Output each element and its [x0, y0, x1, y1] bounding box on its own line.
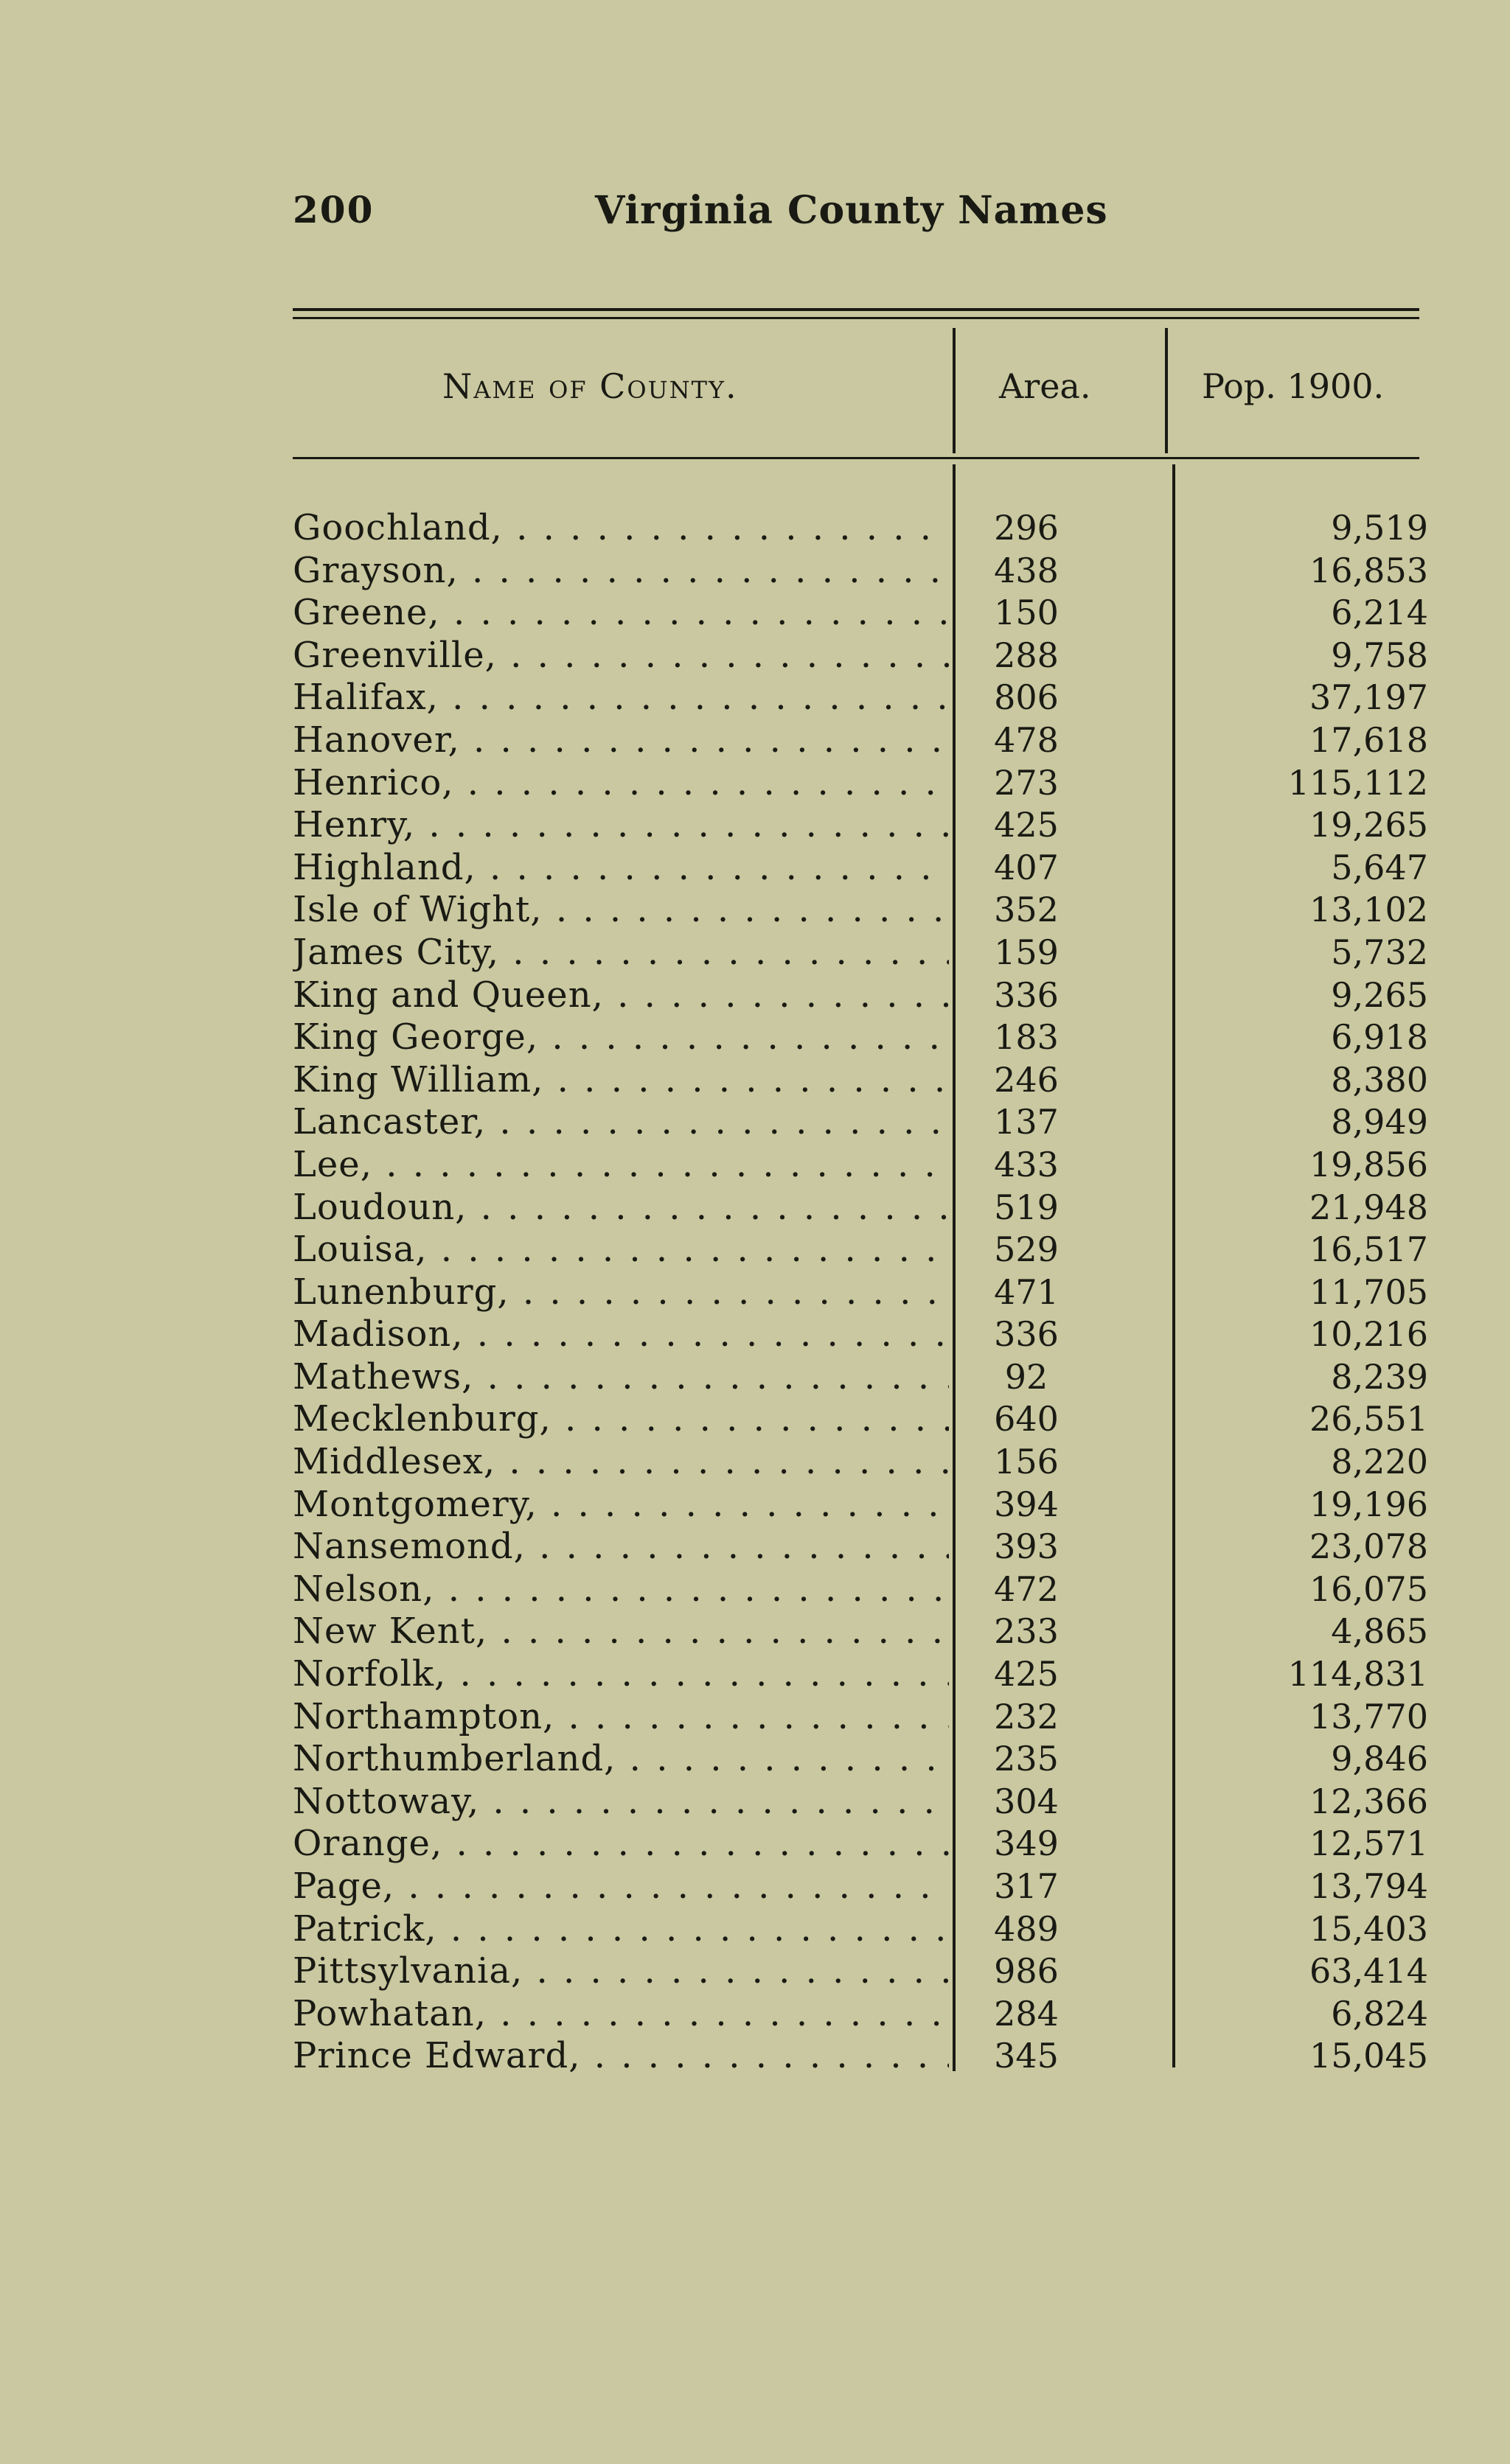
county-area: 150: [994, 593, 1059, 633]
county-name: James City, . . .: [293, 932, 949, 974]
table-row: [293, 889, 1432, 932]
column-header-area: Area.: [999, 366, 1091, 406]
county-area: 806: [994, 677, 1059, 718]
county-area: 304: [994, 1781, 1059, 1821]
county-area: 345: [994, 2036, 1059, 2076]
county-table-body: [293, 507, 1432, 2078]
county-area: 296: [994, 508, 1059, 548]
county-area: 336: [994, 974, 1059, 1015]
table-top-rule-inner: [293, 317, 1419, 319]
table-row: [293, 1950, 1432, 1993]
table-row: [293, 1313, 1432, 1356]
county-name: Prince Edward, . . .: [293, 2035, 949, 2077]
county-population: 26,551: [1309, 1399, 1428, 1439]
table-row: [293, 1271, 1432, 1314]
table-row: [293, 1101, 1432, 1144]
table-row: [293, 1398, 1432, 1441]
table-row: [293, 1484, 1432, 1526]
running-title: Virginia County Names: [595, 188, 1108, 233]
county-area: 433: [994, 1144, 1059, 1184]
county-area: 640: [994, 1399, 1059, 1439]
table-row: [293, 635, 1432, 677]
county-name: Mecklenburg, . . .: [293, 1398, 949, 1440]
county-area: 137: [994, 1102, 1059, 1142]
county-area: 472: [994, 1568, 1059, 1609]
table-row: [293, 1696, 1432, 1739]
county-name: Louisa, . . .: [293, 1229, 949, 1271]
county-population: 23,078: [1309, 1526, 1428, 1567]
county-name: Orange, . . .: [293, 1823, 949, 1865]
county-population: 11,705: [1309, 1271, 1428, 1312]
table-row: [293, 1823, 1432, 1866]
county-name: Henrico, . . .: [293, 762, 949, 804]
table-row: [293, 1229, 1432, 1271]
county-area: 519: [994, 1187, 1059, 1227]
county-population: 13,794: [1309, 1866, 1428, 1906]
county-population: 4,865: [1331, 1611, 1428, 1652]
county-population: 15,045: [1309, 2036, 1428, 2076]
county-name: Greene, . . .: [293, 592, 949, 634]
county-population: 13,770: [1309, 1696, 1428, 1737]
county-population: 63,414: [1309, 1951, 1428, 1992]
county-area: 478: [994, 719, 1059, 760]
table-row: [293, 1059, 1432, 1102]
county-name: Powhatan, . . .: [293, 1993, 949, 2035]
county-area: 349: [994, 1823, 1059, 1864]
county-population: 8,220: [1331, 1442, 1428, 1482]
county-name: King and Queen, . . .: [293, 974, 949, 1016]
county-name: Norfolk, . . .: [293, 1653, 949, 1695]
table-row: [293, 677, 1432, 719]
table-row: [293, 592, 1432, 635]
county-name: Highland, . . .: [293, 847, 949, 889]
table-row: [293, 932, 1432, 974]
county-name: Nansemond, . . .: [293, 1526, 949, 1568]
county-name: King George, . . .: [293, 1016, 949, 1058]
table-row: [293, 1356, 1432, 1399]
county-area: 489: [994, 1908, 1059, 1949]
table-top-rule: [293, 308, 1419, 311]
table-row: [293, 1441, 1432, 1484]
county-name: Nelson, . . .: [293, 1568, 949, 1610]
county-name: Page, . . .: [293, 1866, 949, 1908]
county-area: 233: [994, 1611, 1059, 1652]
county-population: 12,571: [1309, 1823, 1428, 1864]
table-row: [293, 507, 1432, 550]
table-row: [293, 847, 1432, 890]
table-header-rule: [293, 457, 1419, 459]
county-area: 246: [994, 1059, 1059, 1100]
county-population: 13,102: [1309, 890, 1428, 930]
county-population: 10,216: [1309, 1314, 1428, 1355]
county-population: 16,517: [1309, 1229, 1428, 1270]
county-name: King William, . . .: [293, 1059, 949, 1101]
table-row: [293, 1781, 1432, 1823]
county-population: 17,618: [1309, 719, 1428, 760]
county-area: 336: [994, 1314, 1059, 1355]
county-population: 5,732: [1331, 932, 1428, 972]
table-row: [293, 762, 1432, 805]
table-row: [293, 1610, 1432, 1653]
county-population: 6,824: [1331, 1993, 1428, 2034]
county-name: Goochland, . . .: [293, 507, 949, 549]
county-area: 438: [994, 550, 1059, 590]
page-header: [293, 188, 1119, 240]
county-name: Grayson, . . .: [293, 550, 949, 592]
table-row: [293, 1653, 1432, 1696]
county-population: 6,214: [1331, 593, 1428, 633]
table-row: [293, 2035, 1432, 2078]
county-population: 6,918: [1331, 1017, 1428, 1058]
county-area: 352: [994, 890, 1059, 930]
county-population: 19,856: [1309, 1144, 1428, 1184]
table-row: [293, 1908, 1432, 1951]
county-area: 288: [994, 635, 1059, 675]
county-population: 9,265: [1331, 974, 1428, 1015]
county-name: Northumberland, . . .: [293, 1738, 949, 1780]
page-number: 200: [293, 188, 375, 231]
county-area: 393: [994, 1526, 1059, 1567]
table-row: [293, 1738, 1432, 1781]
county-population: 15,403: [1309, 1908, 1428, 1949]
county-population: 16,075: [1309, 1568, 1428, 1609]
table-row: [293, 1016, 1432, 1059]
county-name: Lunenburg, . . .: [293, 1271, 949, 1313]
county-name: Lancaster, . . .: [293, 1101, 949, 1143]
table-row: [293, 1187, 1432, 1229]
county-name: Madison, . . .: [293, 1313, 949, 1355]
county-population: 37,197: [1309, 677, 1428, 718]
county-name: Isle of Wight, . . .: [293, 889, 949, 931]
county-name: Mathews, . . .: [293, 1356, 949, 1398]
county-population: 5,647: [1331, 847, 1428, 887]
county-name: Hanover, . . .: [293, 719, 949, 761]
county-population: 16,853: [1309, 550, 1428, 590]
county-name: Northampton, . . .: [293, 1696, 949, 1738]
county-name: Lee, . . .: [293, 1144, 949, 1186]
county-population: 19,265: [1309, 805, 1428, 845]
table-row: [293, 804, 1432, 847]
county-area: 407: [994, 847, 1059, 887]
county-name: Henry, . . .: [293, 804, 949, 846]
county-name: Montgomery, . . .: [293, 1484, 949, 1526]
county-name: Pittsylvania, . . .: [293, 1950, 949, 1992]
county-area: 273: [994, 762, 1059, 803]
county-area: 183: [994, 1017, 1059, 1058]
column-header-population: Pop. 1900.: [1202, 366, 1385, 406]
county-area: 156: [994, 1442, 1059, 1482]
table-row: [293, 1993, 1432, 2036]
table-row: [293, 1144, 1432, 1187]
county-area: 986: [994, 1951, 1059, 1992]
county-area: 425: [994, 805, 1059, 845]
county-population: 9,758: [1331, 635, 1428, 675]
column-header-name: Name of County.: [442, 366, 738, 406]
county-area: 394: [994, 1484, 1059, 1524]
header-divider-2: [1165, 328, 1168, 453]
county-area: 317: [994, 1866, 1059, 1906]
header-divider-1: [953, 328, 956, 453]
county-area: 159: [994, 932, 1059, 972]
county-area: 232: [994, 1696, 1059, 1737]
county-name: Patrick, . . .: [293, 1908, 949, 1950]
table-row: [293, 1526, 1432, 1568]
table-row: [293, 719, 1432, 762]
county-name: Middlesex, . . .: [293, 1441, 949, 1483]
county-name: Halifax, . . .: [293, 677, 949, 719]
county-population: 114,831: [1287, 1654, 1428, 1695]
county-name: Nottoway, . . .: [293, 1781, 949, 1823]
county-area: 471: [994, 1271, 1059, 1312]
county-area: 235: [994, 1739, 1059, 1779]
county-population: 9,519: [1331, 508, 1428, 548]
county-population: 12,366: [1309, 1781, 1428, 1821]
county-population: 8,380: [1331, 1059, 1428, 1100]
county-population: 19,196: [1309, 1484, 1428, 1524]
table-row: [293, 1866, 1432, 1908]
county-area: 92: [1004, 1356, 1048, 1397]
table-row: [293, 550, 1432, 593]
county-name: Greenville, . . .: [293, 635, 949, 677]
county-name: New Kent, . . .: [293, 1610, 949, 1652]
county-area: 425: [994, 1654, 1059, 1695]
county-population: 8,239: [1331, 1356, 1428, 1397]
county-population: 115,112: [1287, 762, 1428, 803]
table-row: [293, 1568, 1432, 1611]
table-row: [293, 974, 1432, 1017]
county-name: Loudoun, . . .: [293, 1187, 949, 1229]
county-area: 529: [994, 1229, 1059, 1270]
county-population: 21,948: [1309, 1187, 1428, 1227]
county-population: 9,846: [1331, 1739, 1428, 1779]
county-population: 8,949: [1331, 1102, 1428, 1142]
county-area: 284: [994, 1993, 1059, 2034]
